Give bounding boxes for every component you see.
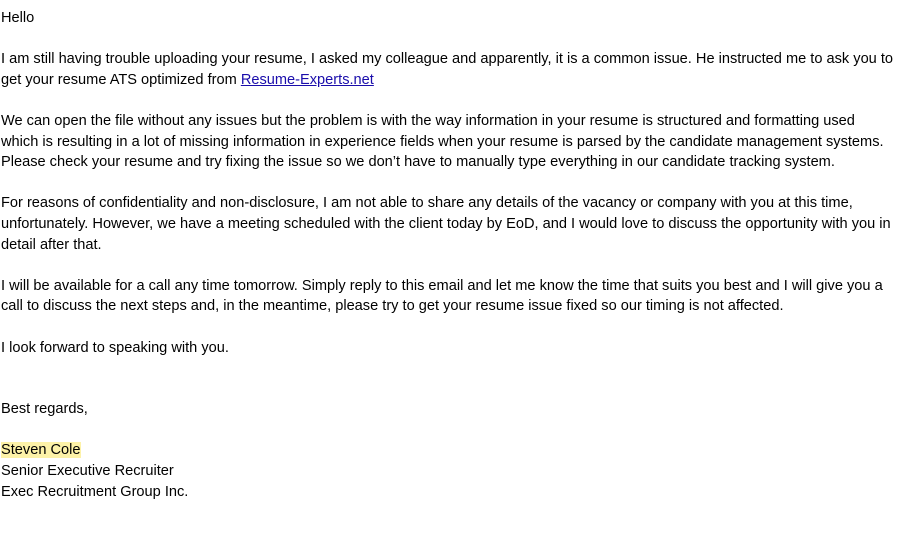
closing: Best regards, xyxy=(1,401,88,418)
paragraph-upload-issue xyxy=(1,49,896,90)
paragraph-look-forward: I look forward to speaking with you. xyxy=(1,339,229,356)
spacer xyxy=(1,358,896,399)
paragraph-confidentiality: For reasons of confidentiality and non-disclosure, I am not able to share any details of the vacancy or company with you at this time, unfortunately. However, we have a meeting scheduled with the client today by EoD, and I would love to discuss the opportunity with you in detail after that. xyxy=(1,195,891,253)
signature-title: Senior Executive Recruiter xyxy=(1,463,174,480)
signature-name-line xyxy=(1,440,896,461)
spacer xyxy=(1,255,896,276)
signature-name: Steven Cole xyxy=(1,442,81,459)
signature-company: Exec Recruitment Group Inc. xyxy=(1,483,189,500)
paragraph-parsing-issue: We can open the file without any issues but the problem is with the way information in your resume is structured and formatting used which is resulting in a lot of missing information in experience fields when your resume is parsed by the candidate management systems. Please check your resume and try fixing the issue so we don’t have to manually type everything in our candidate tracking system. xyxy=(1,112,884,171)
spacer xyxy=(1,317,896,338)
greeting: Hello xyxy=(1,10,35,26)
spacer xyxy=(1,29,896,50)
email-body xyxy=(1,8,896,502)
paragraph-upload-issue-text: I am still having trouble uploading your resume, I asked my colleague and apparently, it is a common issue. He instructed me to ask you to get your resume ATS optimized from xyxy=(1,51,894,88)
spacer xyxy=(1,173,896,194)
paragraph-call-availability: I will be available for a call any time tomorrow. Simply reply to this email and let me know the time that suits you best and I will give you a call to discuss the next steps and, in the meantime, please try to get your resume issue fixed so our timing is not affected. xyxy=(1,277,883,315)
resume-experts-link[interactable]: Resume-Experts.net xyxy=(240,71,374,88)
spacer xyxy=(1,90,896,111)
spacer xyxy=(1,420,896,441)
